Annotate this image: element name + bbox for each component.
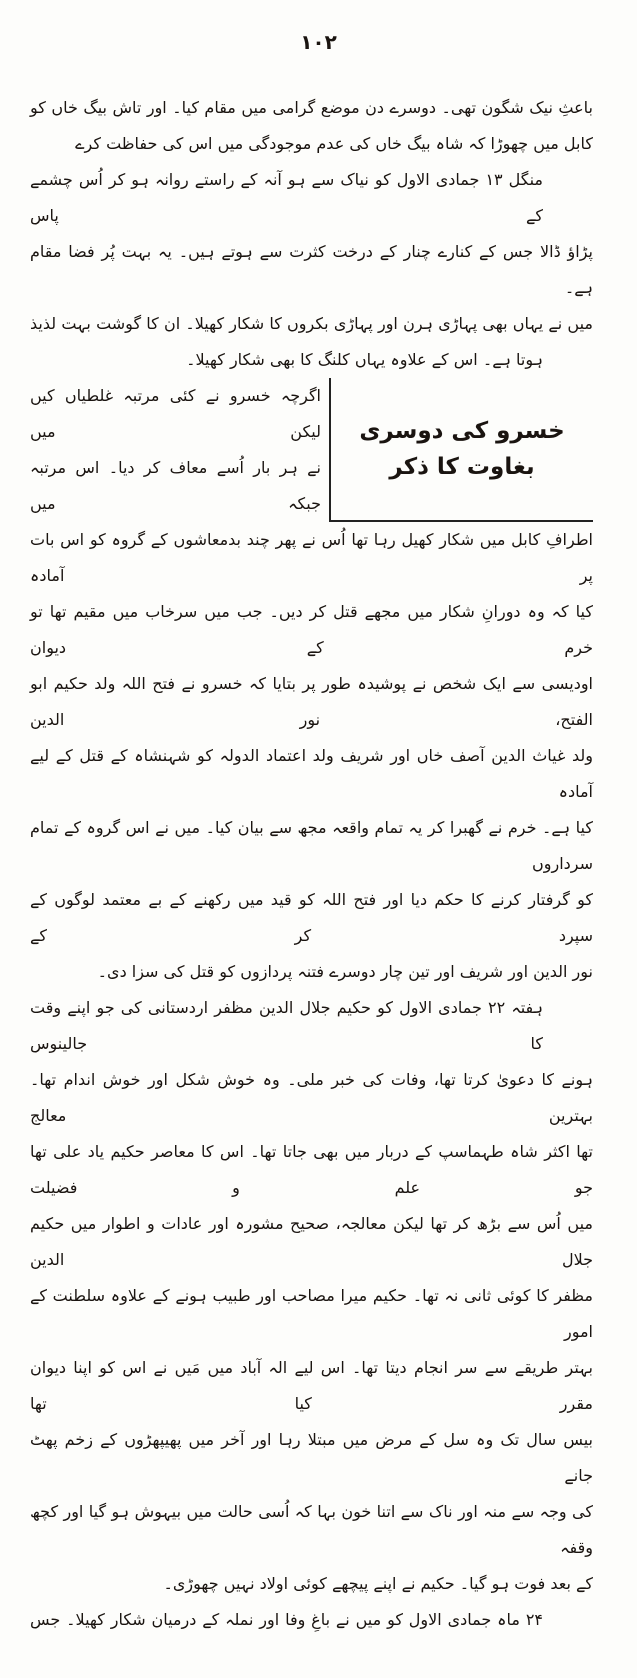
text-line: ۲۴ ماہ جمادی الاول کو میں نے باغِ وفا اور نملہ کے درمیان شکار کھیلا۔ جس: [30, 1610, 544, 1629]
text-line: کیا ہے۔ خرم نے گھبرا کر یہ تمام واقعہ مجھ سے بیان کیا۔ میں نے اس گروہ کے تمام سرداروں: [30, 818, 593, 873]
text-line: باعثِ نیک شگون تھی۔ دوسرے دن موضع گرامی میں مقام کیا۔ اور تاش بیگ خاں کو: [30, 98, 593, 117]
text-line: اطرافِ کابل میں شکار کھیل رہا تھا اُس نے پھر چند بدمعاشوں کے گروہ کو اس بات پر آمادہ: [30, 530, 593, 585]
text-line: اودیسی سے ایک شخص نے پوشیدہ طور پر بتایا کہ خسرو نے فتح اللہ ولد حکیم ابو الفتح، نور الدین: [30, 674, 593, 729]
text-line: کابل میں چھوڑا کہ شاہ بیگ خاں کی عدم موجودگی میں اس کی حفاظت کرے: [75, 134, 593, 153]
text-line: ہفتہ ۲۲ جمادی الاول کو حکیم جلال الدین مظفر اردستانی کی جو اپنے وقت کا جالینوس: [30, 998, 543, 1053]
heading-side-text: [30, 378, 329, 522]
text-line: ولد غیاث الدین آصف خاں اور شریف ولد اعتماد الدولہ کو شہنشاہ کے قتل کے لیے آمادہ: [30, 746, 593, 801]
text-line: اگرچہ خسرو نے کئی مرتبہ غلطیاں کیں لیکن میں: [30, 386, 321, 441]
text-line: پڑاؤ ڈالا جس کے کنارے چنار کے درخت کثرت سے ہوتے ہیں۔ یہ بہت پُر فضا مقام ہے۔: [30, 242, 593, 297]
section-heading: خسرو کی دوسری بغاوت کا ذکر: [329, 378, 593, 522]
text-line: کے بعد فوت ہو گیا۔ حکیم نے اپنے پیچھے کوئی اولاد نہیں چھوڑی۔: [163, 1574, 593, 1593]
text-line: نے ہر بار اُسے معاف کر دیا۔ اس مرتبہ جبکہ میں: [30, 458, 321, 513]
text-line: ہوتا ہے۔ اس کے علاوہ یہاں کلنگ کا بھی شکار کھیلا۔: [186, 350, 543, 369]
page-number: ١٠٢: [300, 30, 337, 54]
text-line: کیا کہ وہ دورانِ شکار میں مجھے قتل کر دیں۔ جب میں سرخاب میں مقیم تھا تو خرم کے دیوان: [30, 602, 593, 657]
text-line: منگل ۱۳ جمادی الاول کو نیاک سے ہو آنہ کے راستے روانہ ہو کر اُس چشمے کے پاس: [30, 170, 544, 225]
page-text: [0, 76, 637, 1678]
text-line: کی وجہ سے منہ اور ناک سے اتنا خون بہا کہ اُسی حالت میں بیہوش ہو گیا اور کچھ وقفہ: [30, 1502, 593, 1557]
section-heading-box: [30, 378, 593, 522]
text-line: کو گرفتار کرنے کا حکم دیا اور فتح اللہ کو قید میں رکھنے کے بے معتمد لوگوں کے سپرد کر کے: [30, 890, 593, 945]
text-line: میں نے یہاں بھی پہاڑی ہرن اور پہاڑی بکروں کا شکار کھیلا۔ ان کا گوشت بہت لذیذ: [30, 314, 593, 333]
text-line: ہونے کا دعویٰ کرتا تھا، وفات کی خبر ملی۔ وہ خوش شکل اور خوش اندام تھا۔ بہترین معالج: [30, 1070, 593, 1125]
text-line: بیس سال تک وہ سل کے مرض میں مبتلا رہا اور آخر میں پھیپھڑوں کے زخم پھٹ جانے: [30, 1430, 593, 1485]
text-line: تھا اکثر شاہ طہماسپ کے دربار میں بھی جاتا تھا۔ اس کا معاصر حکیم یاد علی تھا جو علم و فضیلت: [30, 1142, 593, 1197]
text-line: مظفر کا کوئی ثانی نہ تھا۔ حکیم میرا مصاحب اور طبیب ہونے کے علاوہ سلطنت کے امور: [30, 1286, 593, 1341]
text-line: میں اُس سے بڑھ کر تھا لیکن معالجہ، صحیح مشورہ اور عادات و اطوار میں حکیم جلال الدین: [30, 1214, 593, 1269]
text-line: بہتر طریقے سے سر انجام دیتا تھا۔ اس لیے الہ آباد میں مَیں نے اس کو اپنا دیوان مقرر کیا تھا: [30, 1358, 593, 1413]
text-line: نور الدین اور شریف اور تین چار دوسرے فتنہ پردازوں کو قتل کی سزا دی۔: [97, 962, 593, 981]
